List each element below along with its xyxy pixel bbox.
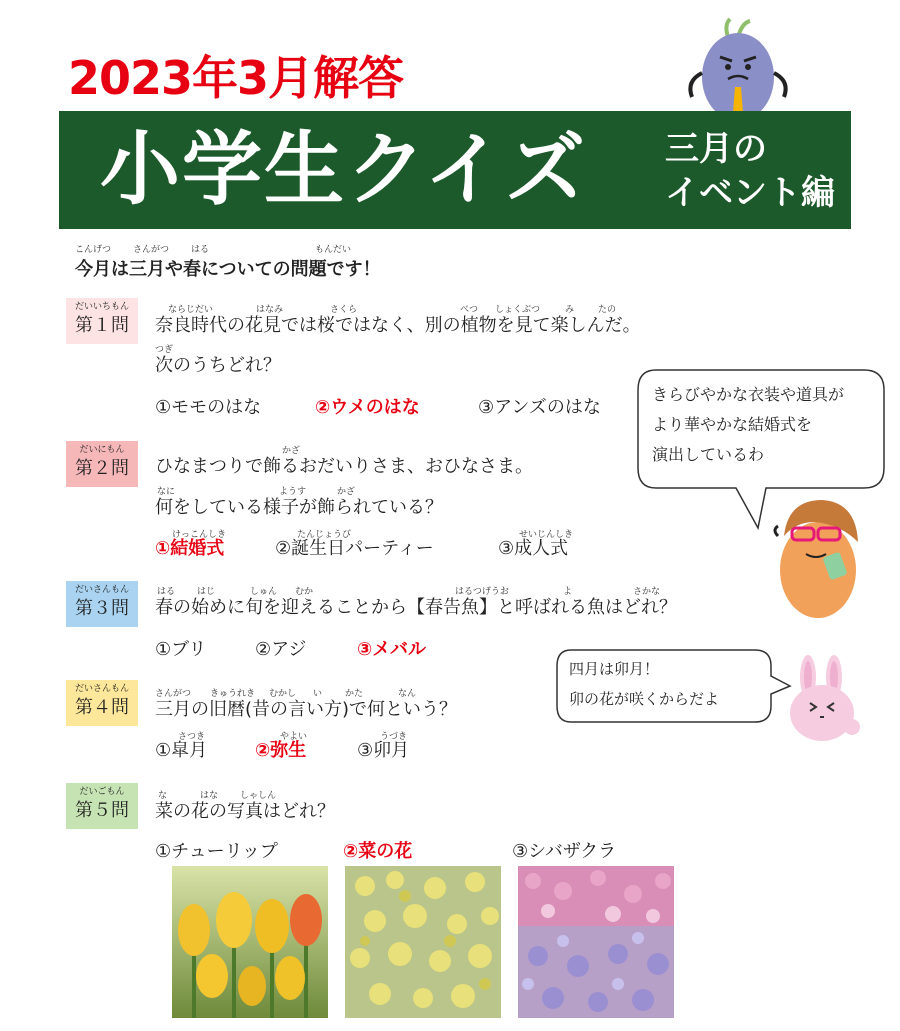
q4-option-2-correct: ②弥生	[255, 740, 307, 761]
q2-option-1-correct: ①結婚式	[155, 538, 225, 559]
q1-option-3: ③アンズのはな	[478, 397, 601, 418]
shibazakura-photo	[518, 866, 674, 1018]
question-1-line1: 奈良時代の花見では桜ではなく、別の植物を見て楽しんだ。	[155, 315, 641, 336]
question-4-line1: 三月の旧暦(昔の言い方)で何という？	[155, 699, 458, 720]
woman-character-illustration	[770, 496, 866, 622]
q4-option-3-ruby: うづき	[380, 732, 408, 742]
q2-option-1-ruby: けっこんしき	[172, 530, 227, 540]
q2-option-2: ②誕生日パーティー	[275, 538, 434, 559]
q3-option-3-correct: ③メバル	[357, 639, 427, 660]
q4-option-1-ruby: さつき	[178, 732, 206, 742]
q5-option-2-correct: ②菜の花	[343, 841, 413, 862]
question-3-line1: 春の始めに旬を迎えることから【春告魚】と呼ばれる魚はどれ？	[155, 597, 677, 618]
q3-option-2: ②アジ	[255, 639, 307, 660]
question-label-3: だいさんもん 第３問	[66, 581, 138, 627]
bubble-2-line2: 卯の花が咲くからだよ	[569, 690, 720, 708]
question-label-1: だいいちもん 第１問	[66, 298, 138, 344]
bubble-1-line3: 演出しているわ	[652, 445, 765, 464]
bubble-1-line2: より華やかな結婚式を	[652, 415, 813, 434]
main-title: 小学生クイズ	[100, 123, 588, 216]
question-5-line1: 菜の花の写真はどれ？	[155, 801, 335, 822]
q4-option-2-ruby: やよい	[280, 732, 308, 742]
q2-ruby: かざ	[282, 446, 301, 456]
q2-option-3-ruby: せいじんしき	[519, 530, 574, 540]
q1-option-2-correct: ②ウメのはな	[315, 397, 420, 418]
q3-option-1: ①ブリ	[155, 639, 207, 660]
nanohana-photo	[345, 866, 501, 1018]
q1-ruby2: つぎ	[155, 345, 174, 355]
q4-option-1: ①皐月	[155, 740, 208, 761]
subtitle-line2: イベント編	[665, 173, 835, 213]
question-label-4: だいさんもん 第４問	[66, 680, 138, 726]
question-label-5: だいごもん 第５問	[66, 783, 138, 829]
question-2-line1: ひなまつりで飾るおだいりさま、おひなさま。	[155, 456, 533, 477]
question-1-line2: 次のうちどれ？	[155, 355, 281, 376]
q2-option-3: ③成人式	[498, 538, 569, 559]
q5-option-1: ①チューリップ	[155, 841, 278, 862]
q2-option-2-ruby: たんじょうび	[297, 530, 352, 540]
q4-option-3: ③卯月	[357, 740, 410, 761]
question-2-line2: 何をしている様子が飾られている？	[155, 497, 443, 518]
q1-option-1: ①モモのはな	[155, 397, 262, 418]
rabbit-illustration	[780, 655, 864, 745]
page-date-title: 2023年3月解答	[68, 51, 404, 105]
purple-mascot-illustration	[680, 15, 790, 115]
bubble-1-line1: きらびやかな衣装や道具が	[652, 385, 845, 404]
subtitle-line1: 三月の	[665, 129, 767, 169]
bubble-2-line1: 四月は卯月！	[569, 660, 660, 678]
q5-option-3: ③シバザクラ	[512, 841, 617, 862]
question-label-2: だいにもん 第２問	[66, 441, 138, 487]
tulip-photo	[172, 866, 328, 1018]
intro-text: 今月は三月や春についての問題です！	[75, 259, 381, 280]
